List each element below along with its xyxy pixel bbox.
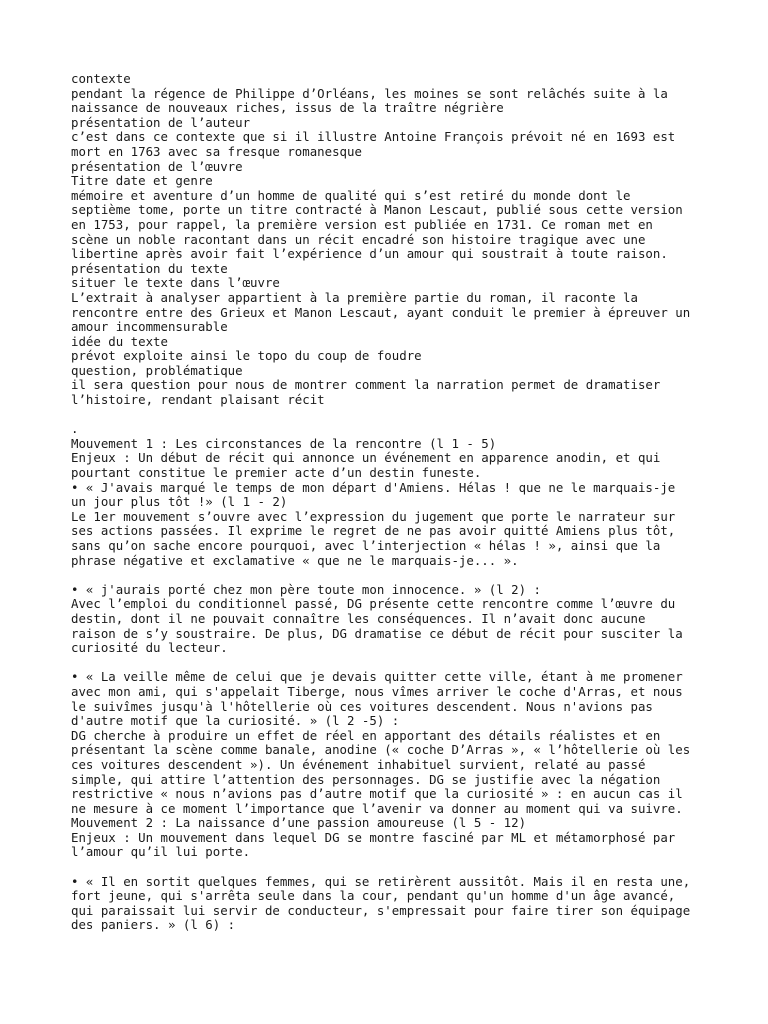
text-line: phrase négative et exclamative « que ne le marquais-je... ». (71, 553, 519, 568)
text-line: Le 1er mouvement s’ouvre avec l’expression du jugement que porte le narrateur sur (71, 509, 676, 524)
blank-line (71, 568, 761, 583)
blank-line (71, 656, 761, 671)
text-line: raison de s’y soustraire. De plus, DG dramatise ce début de récit pour susciter la (71, 626, 683, 641)
text-line: • « j'aurais porté chez mon père toute mon innocence. » (l 2) : (71, 582, 541, 597)
text-line: mémoire et aventure d’un homme de qualité qui s’est retiré du monde dont le (71, 188, 631, 203)
text-line: ses actions passées. Il exprime le regret de ne pas avoir quitté Amiens plus tôt, (71, 524, 676, 539)
text-line: restrictive « nous n’avions pas d’autre motif que la curiosité » : en aucun cas il (71, 787, 683, 802)
text-line: Avec l’emploi du conditionnel passé, DG présente cette rencontre comme l’œuvre du (71, 597, 676, 612)
text-line: L’extrait à analyser appartient à la première partie du roman, il raconte la (71, 290, 638, 305)
text-line: simple, qui attire l’attention des personnages. DG se justifie avec la négation (71, 772, 661, 787)
text-line: présentation du texte (71, 261, 228, 276)
text-line: curiosité du lecteur. (71, 641, 228, 656)
text-line: il sera question pour nous de montrer comment la narration permet de dramatiser (71, 378, 661, 393)
text-line: rencontre entre des Grieux et Manon Lescaut, ayant conduit le premier à épreuver un (71, 305, 691, 320)
text-line: c’est dans ce contexte que si il illustre Antoine François prévoit né en 1693 est (71, 130, 676, 145)
text-line: Titre date et genre (71, 174, 213, 189)
text-line: présentation de l’œuvre (71, 159, 243, 174)
text-line: pourtant constitue le premier acte d’un destin funeste. (71, 466, 482, 481)
text-line: Enjeux : Un mouvement dans lequel DG se montre fasciné par ML et métamorphosé par (71, 830, 676, 845)
document-body (71, 72, 761, 933)
text-line: avec mon ami, qui s'appelait Tiberge, nous vîmes arriver le coche d'Arras, et nous (71, 684, 683, 699)
text-line: prévot exploite ainsi le topo du coup de foudre (71, 349, 422, 364)
text-line: question, problématique (71, 363, 243, 378)
text-line: ne mesure à ce moment l’importance que l’avenir va donner au moment qui va suivre. (71, 801, 683, 816)
text-line: Mouvement 2 : La naissance d’une passion amoureuse (l 5 - 12) (71, 816, 527, 831)
text-line: DG cherche à produire un effet de réel en apportant des détails réalistes et en (71, 728, 661, 743)
text-line: l’histoire, rendant plaisant récit (71, 393, 325, 408)
text-line: • « J'avais marqué le temps de mon départ d'Amiens. Hélas ! que ne le marquais-je (71, 480, 676, 495)
text-line: destin, dont il ne pouvait connaître les conséquences. Il n’avait donc aucune (71, 611, 646, 626)
text-line: présentant la scène comme banale, anodine (« coche D’Arras », « l’hôtellerie où les (71, 743, 691, 758)
text-line: fort jeune, qui s'arrêta seule dans la cour, pendant qu'un homme d'un âge avancé, (71, 889, 676, 904)
text-line: d'autre motif que la curiosité. » (l 2 -5) : (71, 714, 400, 729)
text-line: présentation de l’auteur (71, 115, 251, 130)
text-line: sans qu’on sache encore pourquoi, avec l’interjection « hélas ! », ainsi que la (71, 539, 661, 553)
text-line: libertine après avoir fait l’expérience d’un amour qui soustrait à toute raison. (71, 247, 668, 262)
text-line: Enjeux : Un début de récit qui annonce un événement en apparence anodin, et qui (71, 451, 661, 466)
text-line: • « La veille même de celui que je devais quitter cette ville, étant à me promener (71, 670, 683, 685)
text-line: situer le texte dans l’œuvre (71, 276, 280, 291)
text-line: amour incommensurable (71, 320, 228, 335)
text-line: en 1753, pour rappel, la première version est publiée en 1731. Ce roman met en (71, 217, 653, 232)
text-line: contexte (71, 72, 131, 86)
text-line: qui paraissait lui servir de conducteur, s'empressait pour faire tirer son équipage (71, 903, 691, 918)
text-line: septième tome, porte un titre contracté à Manon Lescaut, publié sous cette version (71, 203, 683, 218)
text-line: scène un noble racontant dans un récit encadré son histoire tragique avec une (71, 232, 646, 247)
text-line: mort en 1763 avec sa fresque romanesque (71, 144, 362, 159)
text-line: ces voitures descendent »). Un événement inhabituel survient, relaté au passé (71, 757, 646, 772)
text-line: Mouvement 1 : Les circonstances de la rencontre (l 1 - 5) (71, 436, 497, 451)
blank-line (71, 408, 761, 423)
text-line: . (71, 422, 79, 437)
text-line: • « Il en sortit quelques femmes, qui se retirèrent aussitôt. Mais il en resta une, (71, 874, 691, 889)
text-line: des paniers. » (l 6) : (71, 918, 236, 933)
text-line: le suivîmes jusqu'à l'hôtellerie où ces voitures descendent. Nous n'avions pas (71, 699, 653, 714)
text-line: pendant la régence de Philippe d’Orléans, les moines se sont relâchés suite à la (71, 86, 668, 101)
text-line: idée du texte (71, 334, 168, 349)
text-line: un jour plus tôt !» (l 1 - 2) (71, 495, 288, 510)
blank-line (71, 860, 761, 875)
text-line: l’amour qu’il lui porte. (71, 845, 251, 860)
text-line: naissance de nouveaux riches, issus de la traître négrière (71, 101, 504, 116)
